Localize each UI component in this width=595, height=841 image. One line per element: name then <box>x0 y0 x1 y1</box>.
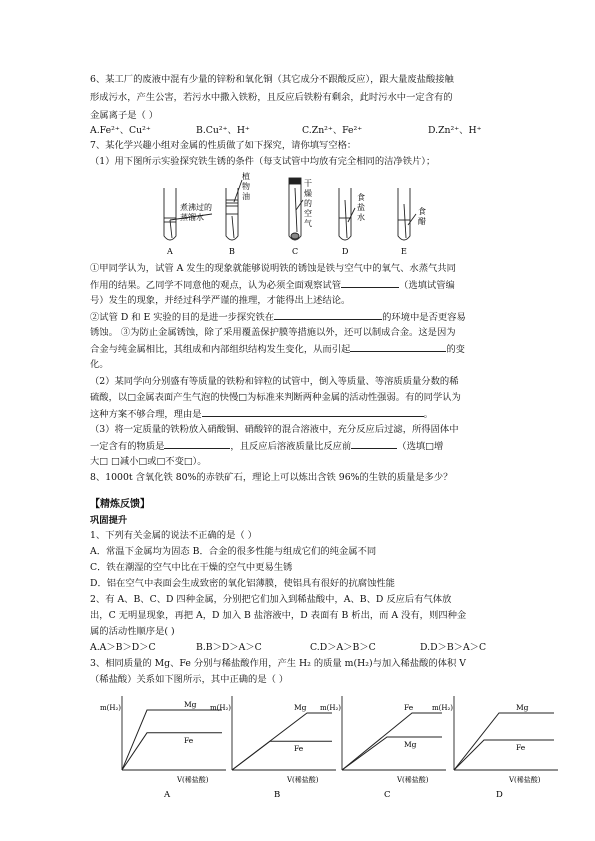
answer-blank-solid[interactable] <box>164 439 230 449</box>
e2-option-c: C.D＞A＞B＞C <box>310 642 376 653</box>
e2-line-3: 属的活动性顺序是( ) <box>90 626 175 637</box>
label-distilled-water: 蒸馏水 <box>180 213 204 222</box>
iron-nail-d <box>345 200 347 238</box>
q6-option-a: A.Fe²⁺、Cu²⁺ <box>90 125 151 136</box>
graph-c <box>320 690 470 812</box>
graph-a <box>100 690 250 812</box>
q7-p4-line-1: （3）将一定质量的铁粉放入硝酸铜、硝酸锌的混合溶液中，充分反应后过滤，所得固体中 <box>90 424 459 435</box>
q7-p3-line-1: （2）某同学向分别盛有等质量的铁粉和锌粒的试管中，倒入等质量、等溶质质量分数的稀 <box>90 376 459 387</box>
q7-p4-line-3: 大□ □减小□或□不变□）。 <box>90 456 207 467</box>
answer-blank-mass[interactable] <box>351 439 397 449</box>
series-line-mg <box>342 737 442 770</box>
q6-line-3: 金属离子是（ ） <box>90 110 159 121</box>
iron-nail-a <box>170 220 172 238</box>
label-salt-1: 食 <box>357 193 365 202</box>
graph-letter: D <box>496 790 503 800</box>
series-label-mg: Mg <box>184 700 197 709</box>
series-line-mg <box>232 713 332 770</box>
label-salt-3: 水 <box>357 213 365 222</box>
label-dry-4: 空 <box>304 209 312 218</box>
iron-nail-e <box>404 204 406 238</box>
answer-blank-environment[interactable] <box>274 310 382 320</box>
tube-letter-a: A <box>167 247 173 256</box>
q6-line-1: 6、某工厂的废液中混有少量的锌粉和氧化铜（其它成分不跟酸反应），跟大量废盐酸接触 <box>90 74 454 85</box>
iron-nail-b <box>232 216 234 238</box>
q7-p2-line-3: 合金与纯金属相比，其组成和内部组织结构发生变化，从而引起 的变 <box>90 344 465 355</box>
series-line-mg <box>122 710 222 770</box>
q7-p1-line-2: 作用的结果。乙同学不同意他的观点，认为必须全面观察试管 （选填试管编 <box>90 280 455 291</box>
label-oil-1: 植 <box>242 172 250 181</box>
test-tube-figure <box>150 170 450 256</box>
answer-blank-reason[interactable] <box>202 407 424 417</box>
series-label-fe: Fe <box>294 744 304 754</box>
tube-letter-c: C <box>292 247 299 256</box>
x-axis-label: V(稀盐酸) <box>509 776 541 784</box>
section-subtitle: 巩固提升 <box>90 515 128 526</box>
graph-letter: A <box>164 790 171 800</box>
series-label-mg: Mg <box>516 703 529 712</box>
tube-letter-b: B <box>229 247 235 256</box>
y-axis-label: m(H₂) <box>320 704 342 712</box>
q7-p3-line-3: 这种方案不够合理，理由是 。 <box>90 409 433 420</box>
series-line-mg <box>454 713 554 770</box>
series-line-fe <box>232 741 332 770</box>
series-label-fe: Fe <box>404 703 414 712</box>
y-axis-label: m(H₂) <box>100 704 122 712</box>
x-axis-label: V(稀盐酸) <box>287 776 319 784</box>
q7-line-2: （1）用下图所示实验探究铁生锈的条件（每支试管中均放有完全相同的洁净铁片）； <box>90 156 436 167</box>
label-dry-5: 气 <box>304 219 312 228</box>
tube-e <box>398 188 410 240</box>
graph-b <box>210 690 360 812</box>
label-boiled-water: 煮沸过的 <box>180 203 212 212</box>
q7-p2-line-2: 锈蚀。 ③为防止金属锈蚀，除了采用覆盖保护膜等措施以外，还可以制成合金。这是因为 <box>90 327 456 338</box>
e2-option-a: A.A＞B＞D＞C <box>90 642 156 653</box>
x-axis-label: V(稀盐酸) <box>177 776 209 784</box>
label-dry-1: 干 <box>304 179 312 188</box>
q7-p1-line-1: ①甲同学认为，试管 A 发生的现象就能够说明铁的锈蚀是铁与空气中的氧气、水蒸气共同 <box>90 263 456 274</box>
q7-p3-line-2: 硫酸，以□金属表面产生气泡的快慢□为标准来判断两种金属的活动性强弱。有的同学认为 <box>90 392 461 403</box>
e1-option-c: C．铁在潮湿的空气中比在干燥的空气中更易生锈 <box>90 562 293 573</box>
stopper-c <box>289 178 301 184</box>
graph-letter: C <box>384 790 391 800</box>
series-line-fe <box>122 733 222 770</box>
label-salt-2: 盐 <box>357 203 365 212</box>
series-label-fe: Fe <box>184 735 194 745</box>
e2-line-2: 出，C 无明显现象，再把 A，D 加入 B 盐溶液中，D 表面有 B 析出，而 A 没有，则四种金 <box>90 610 467 621</box>
q7-p2-line-1: ②试管 D 和 E 实验的目的是进一步探究铁在 的环境中是否更容易 <box>90 312 466 323</box>
e1-option-ab: A．常温下金属均为固态 B．合金的很多性能与组成它们的纯金属不同 <box>90 546 377 557</box>
label-vinegar-2: 醋 <box>418 217 426 226</box>
tube-a <box>164 188 176 240</box>
tube-letter-d: D <box>342 247 349 256</box>
e3-line-2: （稀盐酸）关系如下图所示，其中正确的是（ ） <box>90 674 289 685</box>
q7-line-1: 7、某化学兴趣小组对金属的性质做了如下探究，请你填写空格： <box>90 140 357 151</box>
e2-option-d: D.D＞B＞A＞C <box>420 642 487 653</box>
q7-p1-line-3: 号）发生的现象，并经过科学严谨的推理，才能得出上述结论。 <box>90 295 351 306</box>
y-axis-label: m(H₂) <box>210 704 232 712</box>
e1-option-d: D．铝在空气中表面会生成致密的氧化铝薄膜，使铝具有很好的抗腐蚀性能 <box>90 578 395 589</box>
tube-letter-e: E <box>401 247 407 256</box>
q8-line: 8、1000t 含氧化铁 80%的赤铁矿石，理论上可以炼出含铁 96%的生铁的质量是多少？ <box>90 472 453 483</box>
series-label-mg: Mg <box>294 703 307 712</box>
section-title: 【精炼反馈】 <box>90 499 150 510</box>
label-dry-3: 的 <box>304 199 312 208</box>
answer-blank-change[interactable] <box>350 342 446 352</box>
e2-option-b: B.B＞D＞A＞C <box>196 642 262 653</box>
graph-d <box>432 690 582 812</box>
q7-p4-line-2: 一定含有的物质是 ，且反应后溶液质量比反应前 （选填□增 <box>90 441 444 452</box>
series-line-fe <box>454 740 554 770</box>
e1-stem: 1、下列有关金属的说法不正确的是（ ） <box>90 530 257 541</box>
x-axis-label: V(稀盐酸) <box>397 776 429 784</box>
graph-letter: B <box>274 790 281 800</box>
series-label-fe: Fe <box>516 743 526 752</box>
e2-line-1: 2、有 A、B、C、D 四种金属，分别把它们加入到稀盐酸中，A、B、D 反应后有气体放 <box>90 594 452 605</box>
q6-line-2: 形成污水，产生公害，若污水中撒入铁粉，且反应后铁粉有剩余，此时污水中一定含有的 <box>90 92 453 103</box>
q7-p2-line-4: 化。 <box>90 359 109 370</box>
label-dry-2: 燥 <box>304 189 312 198</box>
q6-option-c: C.Zn²⁺、Fe²⁺ <box>302 125 363 136</box>
series-label-mg: Mg <box>404 740 417 749</box>
q6-option-d: D.Zn²⁺、H⁺ <box>428 125 482 136</box>
e3-line-1: 3、相同质量的 Mg、Fe 分别与稀盐酸作用，产生 H₂ 的质量 m(H₂)与加入稀盐酸的体积 V <box>90 658 466 669</box>
label-vinegar-1: 食 <box>418 207 426 216</box>
label-oil-2: 物 <box>242 182 250 191</box>
y-axis-label: m(H₂) <box>432 704 454 712</box>
answer-blank-tubes[interactable] <box>341 278 399 288</box>
q6-option-b: B.Cu²⁺、H⁺ <box>196 125 250 136</box>
series-line-fe <box>342 713 442 770</box>
tube-d <box>339 188 351 240</box>
label-oil-3: 油 <box>242 192 250 201</box>
